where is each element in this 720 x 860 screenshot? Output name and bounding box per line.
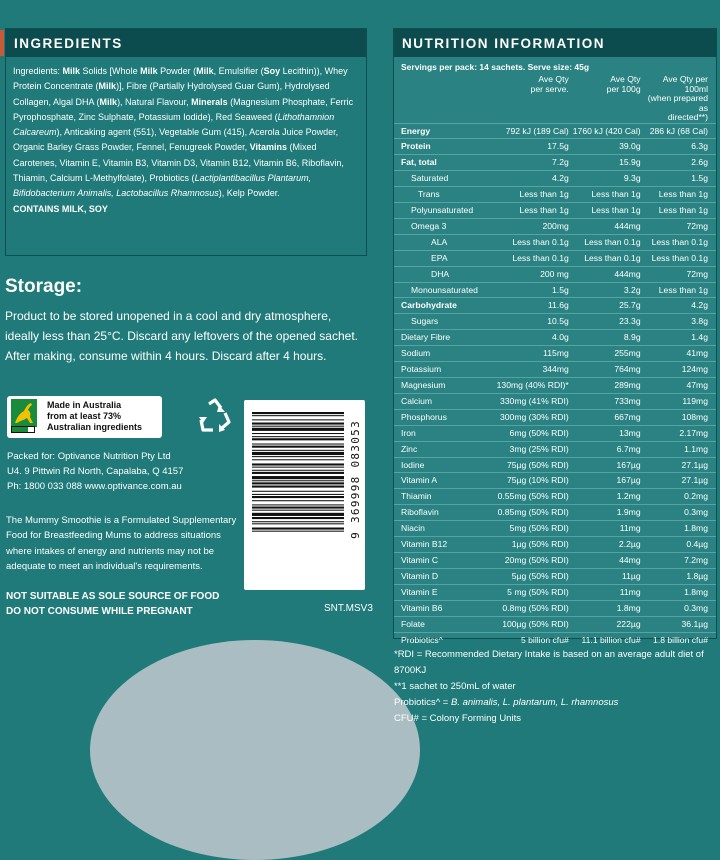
column-header-per-100ml: Ave Qty per 100ml (when prepared as directed**) bbox=[647, 74, 708, 122]
nutrition-row bbox=[394, 298, 716, 314]
value-per-serve: 5mg (50% RDI) bbox=[495, 521, 571, 537]
barcode-bar bbox=[252, 452, 344, 455]
barcode-bar bbox=[252, 491, 344, 492]
value-per-100ml: Less than 0.1g bbox=[643, 234, 716, 250]
barcode-bar bbox=[252, 412, 344, 414]
australian-ingredients-bar bbox=[11, 426, 35, 433]
storage-text: Product to be stored unopened in a cool and dry atmosphere, ideally less than 25°C. Discard any leftovers of the opened sachet. After making, consume within 4 hours. Discard after 4 hours. bbox=[5, 309, 358, 363]
barcode-digits: 9 369998 083053 bbox=[349, 420, 362, 539]
value-per-100ml: 124mg bbox=[643, 362, 716, 378]
barcode-bar bbox=[252, 528, 344, 530]
value-per-100g: 3.2g bbox=[571, 282, 643, 298]
nutrient-name: Fat, total bbox=[394, 155, 495, 171]
value-per-serve: 1.5g bbox=[495, 282, 571, 298]
value-per-100g: 167µg bbox=[571, 457, 643, 473]
value-per-serve: 6mg (50% RDI) bbox=[495, 425, 571, 441]
value-per-serve: 344mg bbox=[495, 362, 571, 378]
value-per-100ml: 2.17mg bbox=[643, 425, 716, 441]
value-per-100g: Less than 1g bbox=[571, 187, 643, 203]
value-per-100ml: 0.2mg bbox=[643, 489, 716, 505]
value-per-100g: Less than 0.1g bbox=[571, 250, 643, 266]
value-per-100g: 25.7g bbox=[571, 298, 643, 314]
nutrition-row bbox=[394, 505, 716, 521]
nutrient-name: Phosphorus bbox=[394, 409, 495, 425]
value-per-100ml: 72mg bbox=[643, 218, 716, 234]
value-per-serve: Less than 0.1g bbox=[495, 250, 571, 266]
value-per-serve: 200 mg bbox=[495, 266, 571, 282]
value-per-serve: Less than 1g bbox=[495, 203, 571, 219]
value-per-serve: 330mg (41% RDI) bbox=[495, 393, 571, 409]
ingredients-title: INGREDIENTS bbox=[6, 29, 366, 57]
barcode-bar bbox=[252, 504, 344, 505]
value-per-serve: Less than 1g bbox=[495, 187, 571, 203]
value-per-100ml: 27.1µg bbox=[643, 473, 716, 489]
value-per-serve: 3mg (25% RDI) bbox=[495, 441, 571, 457]
value-per-100g: 6.7mg bbox=[571, 441, 643, 457]
barcode-bar bbox=[252, 450, 344, 451]
nutrient-name: Calcium bbox=[394, 393, 495, 409]
nutrition-row bbox=[394, 457, 716, 473]
nutrition-row bbox=[394, 409, 716, 425]
value-per-100ml: 0.3mg bbox=[643, 600, 716, 616]
value-per-serve: 200mg bbox=[495, 218, 571, 234]
value-per-100g: Less than 1g bbox=[571, 203, 643, 219]
nutrient-name: Vitamin E bbox=[394, 584, 495, 600]
value-per-100g: 13mg bbox=[571, 425, 643, 441]
value-per-100ml: 1.8µg bbox=[643, 568, 716, 584]
value-per-100ml: 41mg bbox=[643, 346, 716, 362]
value-per-serve: 300mg (30% RDI) bbox=[495, 409, 571, 425]
nutrient-name: Sodium bbox=[394, 346, 495, 362]
nutrition-row bbox=[394, 218, 716, 234]
ingredients-panel bbox=[5, 28, 367, 256]
nutrient-name: Iron bbox=[394, 425, 495, 441]
badge-line-2: from at least 73% bbox=[47, 411, 122, 421]
value-per-100g: 444mg bbox=[571, 218, 643, 234]
nutrition-panel bbox=[393, 28, 717, 645]
barcode-bar bbox=[252, 507, 344, 509]
barcode-bar bbox=[252, 510, 344, 511]
value-per-100ml: 36.1µg bbox=[643, 616, 716, 632]
value-per-100g: 11.1 billion cfu# bbox=[571, 632, 643, 647]
nutrition-table bbox=[394, 75, 716, 647]
value-per-100ml: 72mg bbox=[643, 266, 716, 282]
value-per-serve: 4.0g bbox=[495, 330, 571, 346]
value-per-serve: 75µg (50% RDI) bbox=[495, 457, 571, 473]
barcode-bar bbox=[252, 467, 344, 468]
value-per-100g: 44mg bbox=[571, 552, 643, 568]
value-per-100g: 764mg bbox=[571, 362, 643, 378]
nutrient-name: Vitamin C bbox=[394, 552, 495, 568]
nutrition-row bbox=[394, 537, 716, 553]
value-per-100ml: 6.3g bbox=[643, 139, 716, 155]
value-per-serve: 11.6g bbox=[495, 298, 571, 314]
footnote-cfu: CFU# = Colony Forming Units bbox=[394, 713, 521, 724]
barcode-bar bbox=[252, 470, 344, 471]
footnotes bbox=[394, 647, 720, 727]
value-per-serve: 5 mg (50% RDI) bbox=[495, 584, 571, 600]
nutrient-name: Vitamin A bbox=[394, 473, 495, 489]
nutrition-row bbox=[394, 282, 716, 298]
value-per-serve: 1µg (50% RDI) bbox=[495, 537, 571, 553]
value-per-100g: 9.3g bbox=[571, 171, 643, 187]
nutrient-name: Folate bbox=[394, 616, 495, 632]
value-per-100ml: Less than 1g bbox=[643, 282, 716, 298]
value-per-serve: 10.5g bbox=[495, 314, 571, 330]
barcode-bar bbox=[252, 472, 344, 474]
value-per-100ml: Less than 0.1g bbox=[643, 250, 716, 266]
packer-line-1: Packed for: Optivance Nutrition Pty Ltd bbox=[7, 451, 171, 462]
barcode-bar bbox=[252, 496, 344, 498]
badge-line-3: Australian ingredients bbox=[47, 422, 143, 432]
nutrition-row bbox=[394, 378, 716, 394]
nutrition-row bbox=[394, 123, 716, 139]
nutrient-name: Niacin bbox=[394, 521, 495, 537]
value-per-100ml: 2.6g bbox=[643, 155, 716, 171]
value-per-100ml: 1.4g bbox=[643, 330, 716, 346]
nutrition-row bbox=[394, 441, 716, 457]
value-per-serve: 792 kJ (189 Cal) bbox=[495, 123, 571, 139]
nutrition-row bbox=[394, 362, 716, 378]
packer-details bbox=[7, 449, 183, 494]
value-per-serve: 17.5g bbox=[495, 139, 571, 155]
nutrient-name: Riboflavin bbox=[394, 505, 495, 521]
value-per-100g: 11mg bbox=[571, 584, 643, 600]
nutrition-row bbox=[394, 234, 716, 250]
nutrient-name: Vitamin D bbox=[394, 568, 495, 584]
value-per-100g: 444mg bbox=[571, 266, 643, 282]
value-per-serve: 0.8mg (50% RDI) bbox=[495, 600, 571, 616]
value-per-100ml: 27.1µg bbox=[643, 457, 716, 473]
nutrient-name: Vitamin B12 bbox=[394, 537, 495, 553]
allergen-statement: CONTAINS MILK, SOY bbox=[13, 203, 108, 214]
value-per-100g: 167µg bbox=[571, 473, 643, 489]
nutrition-row bbox=[394, 266, 716, 282]
value-per-100g: 1760 kJ (420 Cal) bbox=[571, 123, 643, 139]
barcode-bar bbox=[252, 426, 344, 427]
barcode-bar bbox=[252, 444, 344, 445]
nutrition-row bbox=[394, 600, 716, 616]
value-per-100ml: 1.5g bbox=[643, 171, 716, 187]
value-per-100g: 23.3g bbox=[571, 314, 643, 330]
value-per-100ml: 47mg bbox=[643, 378, 716, 394]
value-per-100ml: Less than 1g bbox=[643, 203, 716, 219]
column-header-nutrient bbox=[394, 75, 495, 123]
barcode-bar bbox=[252, 513, 344, 516]
value-per-100g: 2.2µg bbox=[571, 537, 643, 553]
value-per-100g: 667mg bbox=[571, 409, 643, 425]
nutrient-name: Carbohydrate bbox=[394, 298, 495, 314]
barcode-bar bbox=[252, 415, 344, 416]
nutrition-row bbox=[394, 552, 716, 568]
nutrition-title: NUTRITION INFORMATION bbox=[394, 29, 716, 57]
barcode bbox=[244, 400, 365, 590]
nutrient-name: Probiotics^ bbox=[394, 632, 495, 647]
nutrient-name: Saturated bbox=[394, 171, 495, 187]
nutrient-name: Potassium bbox=[394, 362, 495, 378]
column-header-per-serve: Ave Qty per serve. bbox=[530, 74, 569, 94]
value-per-100g: Less than 0.1g bbox=[571, 234, 643, 250]
value-per-100g: 1.9mg bbox=[571, 505, 643, 521]
barcode-bar bbox=[252, 419, 344, 420]
badge-line-1: Made in Australia bbox=[47, 400, 122, 410]
value-per-100ml: 4.2g bbox=[643, 298, 716, 314]
barcode-bar bbox=[252, 517, 344, 519]
value-per-100g: 1.8mg bbox=[571, 600, 643, 616]
nutrient-name: ALA bbox=[394, 234, 495, 250]
nutrient-name: EPA bbox=[394, 250, 495, 266]
nutrition-row bbox=[394, 425, 716, 441]
nutrition-row bbox=[394, 568, 716, 584]
nutrition-row bbox=[394, 203, 716, 219]
nutrient-name: Iodine bbox=[394, 457, 495, 473]
warnings bbox=[6, 589, 219, 619]
packer-line-3: Ph: 1800 033 088 www.optivance.com.au bbox=[7, 481, 182, 492]
barcode-bar bbox=[252, 456, 344, 457]
nutrient-name: Protein bbox=[394, 139, 495, 155]
product-code: SNT.MSV3 bbox=[324, 603, 373, 614]
nutrition-row bbox=[394, 139, 716, 155]
value-per-100ml: 7.2mg bbox=[643, 552, 716, 568]
nutrition-row bbox=[394, 632, 716, 647]
value-per-serve: 4.2g bbox=[495, 171, 571, 187]
nutrition-row bbox=[394, 616, 716, 632]
ingredients-text: Ingredients: Milk Solids [Whole Milk Powder (Milk, Emulsifier (Soy Lecithin)), Whey Protein Concentrate (Milk)], Fibre (Partially Hydrolysed Guar Gum), Hydrolysed Collagen, Algal DHA (Milk), Natural Flavour, Minerals (Magnesium Phosphate, Ferric Pyrophosphate, Zinc Sulphate, Potassium Iodide), Red Seaweed (Lithothamnion Calcareum), Anticaking agent (551), Vegetable Gum (415), Acerola Juice Powder, Organic Barley Grass Powder, Fennel, Fenugreek Powder, Vitamins (Mixed Carotenes, Vitamin E, Vitamin B3, Vitamin D3, Vitamin B12, Vitamin B6, Riboflavin, Thiamin, Calcium L-Methylfolate), Probiotics (Lactiplantibacillus Plantarum, Bifidobacterium Animalis, Lactobacillus Rhamnosus), Kelp Powder. CONTAINS MILK, SOY bbox=[13, 66, 354, 214]
barcode-bar bbox=[252, 438, 344, 440]
value-per-100ml: 1.8mg bbox=[643, 584, 716, 600]
value-per-100g: 733mg bbox=[571, 393, 643, 409]
nutrient-name: Vitamin B6 bbox=[394, 600, 495, 616]
value-per-serve: 100µg (50% RDI) bbox=[495, 616, 571, 632]
nutrient-name: Magnesium bbox=[394, 378, 495, 394]
decorative-blob bbox=[90, 640, 420, 860]
value-per-100g: 1.2mg bbox=[571, 489, 643, 505]
nutrition-row bbox=[394, 473, 716, 489]
nutrient-name: Thiamin bbox=[394, 489, 495, 505]
value-per-100g: 255mg bbox=[571, 346, 643, 362]
nutrient-name: Sugars bbox=[394, 314, 495, 330]
nutrition-row bbox=[394, 314, 716, 330]
barcode-bar bbox=[252, 500, 344, 501]
value-per-100ml: 1.8 billion cfu# bbox=[643, 632, 716, 647]
barcode-bar bbox=[252, 480, 344, 481]
warning-line-2: DO NOT CONSUME WHILE PREGNANT bbox=[6, 606, 193, 617]
barcode-bar bbox=[252, 433, 344, 434]
nutrient-name: Trans bbox=[394, 187, 495, 203]
value-per-serve: 0.85mg (50% RDI) bbox=[495, 505, 571, 521]
barcode-bar bbox=[252, 476, 344, 479]
nutrient-name: DHA bbox=[394, 266, 495, 282]
nutrition-row bbox=[394, 346, 716, 362]
value-per-100g: 11mg bbox=[571, 521, 643, 537]
value-per-100g: 8.9g bbox=[571, 330, 643, 346]
made-in-australia-badge bbox=[7, 396, 162, 438]
recycle-icon bbox=[195, 396, 235, 436]
nutrient-name: Zinc bbox=[394, 441, 495, 457]
value-per-100g: 289mg bbox=[571, 378, 643, 394]
nutrition-row bbox=[394, 171, 716, 187]
value-per-serve: 115mg bbox=[495, 346, 571, 362]
barcode-bar bbox=[252, 523, 344, 524]
value-per-100ml: 286 kJ (68 Cal) bbox=[643, 123, 716, 139]
barcode-bar bbox=[252, 463, 344, 465]
nutrition-row bbox=[394, 584, 716, 600]
value-per-serve: 130mg (40% RDI)* bbox=[495, 378, 571, 394]
value-per-serve: 5 billion cfu# bbox=[495, 632, 571, 647]
footnote-probiotics: Probiotics^ = B. animalis, L. plantarum, L. rhamnosus bbox=[394, 697, 619, 708]
value-per-serve: 75µg (10% RDI) bbox=[495, 473, 571, 489]
barcode-bar bbox=[252, 521, 344, 522]
nutrition-row bbox=[394, 489, 716, 505]
value-per-100g: 15.9g bbox=[571, 155, 643, 171]
nutrition-row bbox=[394, 155, 716, 171]
footnote-prep: **1 sachet to 250mL of water bbox=[394, 681, 516, 692]
value-per-100ml: 3.8g bbox=[643, 314, 716, 330]
barcode-bar bbox=[252, 494, 344, 495]
barcode-bar bbox=[252, 459, 344, 460]
value-per-100g: 39.0g bbox=[571, 139, 643, 155]
value-per-serve: 20mg (50% RDI) bbox=[495, 552, 571, 568]
value-per-100g: 222µg bbox=[571, 616, 643, 632]
warning-line-1: NOT SUITABLE AS SOLE SOURCE OF FOOD bbox=[6, 591, 220, 602]
nutrition-row bbox=[394, 187, 716, 203]
nutrient-name: Dietary Fibre bbox=[394, 330, 495, 346]
value-per-100ml: 108mg bbox=[643, 409, 716, 425]
value-per-100ml: 0.3mg bbox=[643, 505, 716, 521]
value-per-100ml: 0.4µg bbox=[643, 537, 716, 553]
barcode-bar bbox=[252, 486, 344, 488]
value-per-serve: 7.2g bbox=[495, 155, 571, 171]
nutrition-row bbox=[394, 330, 716, 346]
barcode-bar bbox=[252, 436, 344, 437]
barcode-bar bbox=[252, 446, 344, 448]
barcode-bar bbox=[252, 428, 344, 431]
nutrition-row bbox=[394, 250, 716, 266]
value-per-serve: 0.55mg (50% RDI) bbox=[495, 489, 571, 505]
column-header-per-100g: Ave Qty per 100g bbox=[606, 74, 641, 94]
barcode-bar bbox=[252, 531, 344, 532]
value-per-100g: 11µg bbox=[571, 568, 643, 584]
formulated-food-statement: The Mummy Smoothie is a Formulated Supplementary Food for Breastfeeding Mums to address situations where intakes of energy and nutrients may not be adequate to meet an individual's requirements. bbox=[6, 515, 237, 573]
value-per-100ml: Less than 1g bbox=[643, 187, 716, 203]
value-per-serve: 5µg (50% RDI) bbox=[495, 568, 571, 584]
value-per-100ml: 119mg bbox=[643, 393, 716, 409]
value-per-100ml: 1.1mg bbox=[643, 441, 716, 457]
barcode-bar bbox=[252, 482, 344, 484]
value-per-100ml: 1.8mg bbox=[643, 521, 716, 537]
nutrition-row bbox=[394, 521, 716, 537]
packer-line-2: U4. 9 Pittwin Rd North, Capalaba, Q 4157 bbox=[7, 466, 184, 477]
value-per-serve: Less than 0.1g bbox=[495, 234, 571, 250]
barcode-bars bbox=[244, 400, 344, 590]
servings-info: Servings per pack: 14 sachets. Serve size: 45g bbox=[401, 62, 590, 72]
barcode-bar bbox=[252, 423, 344, 425]
nutrient-name: Polyunsaturated bbox=[394, 203, 495, 219]
nutrient-name: Energy bbox=[394, 123, 495, 139]
nutrition-row bbox=[394, 393, 716, 409]
footnote-rdi: *RDI = Recommended Dietary Intake is based on an average adult diet of 8700KJ bbox=[394, 649, 704, 676]
nutrient-name: Monounsaturated bbox=[394, 282, 495, 298]
storage-title: Storage: bbox=[5, 276, 83, 297]
accent-stripe bbox=[0, 30, 4, 56]
nutrient-name: Omega 3 bbox=[394, 218, 495, 234]
